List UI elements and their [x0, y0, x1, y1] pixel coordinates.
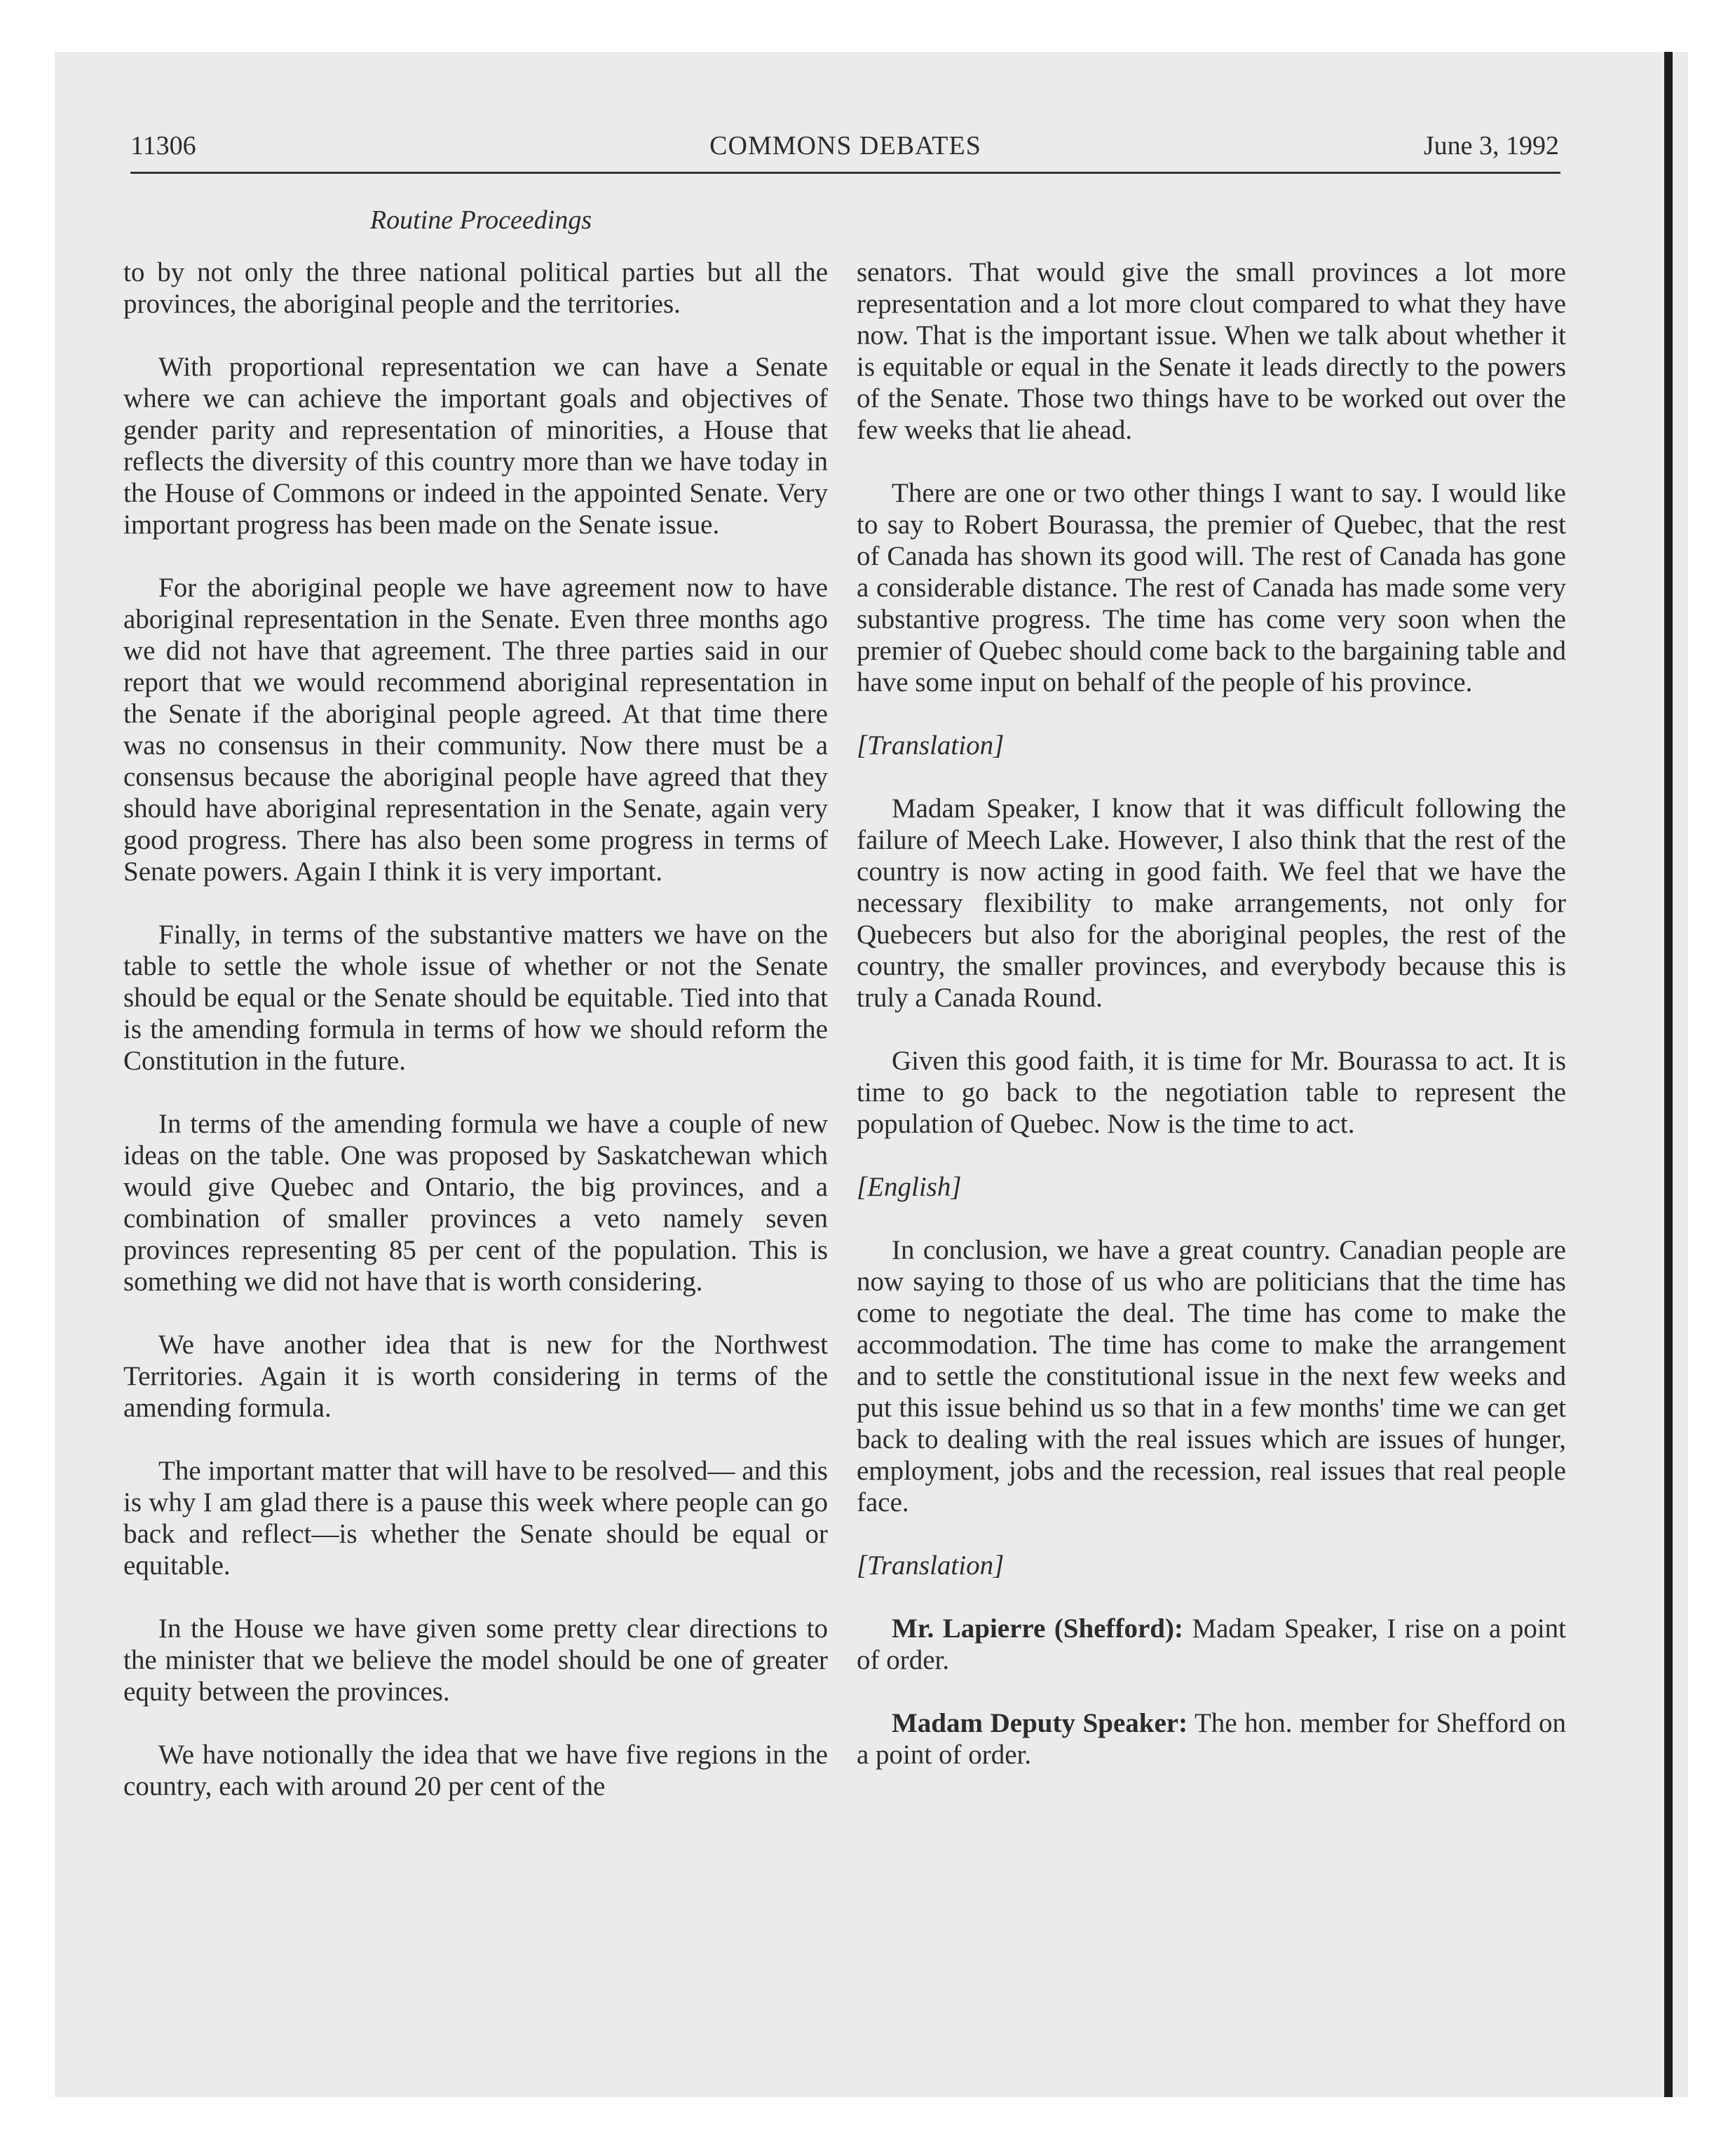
paragraph: In the House we have given some pretty clear directions to the minister that we believe the model should be one of greater equity between the provinces.: [123, 1613, 828, 1707]
publication-title: COMMONS DEBATES: [709, 131, 981, 161]
speech-paragraph: [857, 1707, 1566, 1770]
left-column: [123, 257, 828, 1834]
paragraph: In conclusion, we have a great country. Canadian people are now saying to those of us who are politicians that the time has come to negotiate the deal. The time has come to make the accommodation. The time has come to make the arrangement and to settle the constitutional issue in the next few weeks and put this issue behind us so that in a few months' time we can get back to dealing with the real issues which are issues of hunger, employment, jobs and the recession, real issues that real people face.: [857, 1235, 1566, 1517]
paragraph: Given this good faith, it is time for Mr. Bourassa to act. It is time to go back to the negotiation table to represent the population of Quebec. Now is the time to act.: [857, 1046, 1566, 1139]
speaker-name: Madam Deputy Speaker:: [892, 1708, 1188, 1738]
paragraph: We have another idea that is new for the Northwest Territories. Again it is worth considering in terms of the amending formula.: [123, 1330, 828, 1423]
language-tag: [English]: [857, 1172, 962, 1202]
right-column: [857, 257, 1566, 1802]
publication-date: June 3, 1992: [1423, 131, 1559, 161]
header-rule: [130, 172, 1560, 174]
paragraph: Madam Speaker, I know that it was difficult following the failure of Meech Lake. However, I also think that the rest of the country is now acting in good faith. We feel that we have the necessary flexibility to make arrangements, not only for Quebecers but also for the aboriginal peoples, the rest of the country, the smaller provinces, and everybody because this is truly a Canada Round.: [857, 793, 1566, 1013]
paragraph: We have notionally the idea that we have five regions in the country, each with around 20 per cent of the: [123, 1740, 828, 1801]
language-tag: [Translation]: [857, 730, 1005, 760]
paragraph: senators. That would give the small provinces a lot more representation and a lot more clout compared to what they have now. That is the important issue. When we talk about whether it is equitable or equal in the Senate it leads directly to the powers of the Senate. Those two things have to be worked out over the few weeks that lie ahead.: [857, 257, 1566, 445]
page-edge-shadow: [1664, 52, 1673, 2097]
paragraph: Finally, in terms of the substantive matters we have on the table to settle the whole issue of whether or not the Senate should be equal or the Senate should be equitable. Tied into that is the amending formula in terms of how we should reform the Constitution in the future.: [123, 920, 828, 1076]
section-title: Routine Proceedings: [369, 205, 592, 235]
speech-text: The hon. member for Shefford on a point of order.: [857, 1708, 1566, 1770]
language-tag: [Translation]: [857, 1550, 1005, 1581]
paragraph: In terms of the amending formula we have a couple of new ideas on the table. One was proposed by Saskatchewan which would give Quebec and Ontario, the big provinces, and a combination of smaller provinces a veto namely seven provinces representing 85 per cent of the population. This is something we did not have that is worth considering.: [123, 1109, 828, 1297]
speaker-name: Mr. Lapierre (Shefford):: [892, 1613, 1183, 1644]
paragraph: The important matter that will have to be resolved— and this is why I am glad there is a pause this week where people can go back and reflect—is whether the Senate should be equal or equitable.: [123, 1456, 828, 1581]
speech-text: Madam Speaker, I rise on a point of order.: [857, 1613, 1566, 1675]
speech-paragraph: [857, 1613, 1566, 1676]
paragraph: For the aboriginal people we have agreement now to have aboriginal representation in the Senate. Even three months ago we did not have that agreement. The three parties said in our report that we would recommend aboriginal representation in the Senate if the aboriginal people agreed. At that time there was no consensus in their community. Now there must be a consensus because the aboriginal people have agreed that they should have aboriginal representation in the Senate, again very good progress. There has also been some progress in terms of Senate powers. Again I think it is very important.: [123, 573, 828, 887]
paragraph: There are one or two other things I want to say. I would like to say to Robert Bourassa, the premier of Quebec, that the rest of Canada has shown its good will. The rest of Canada has gone a considerable distance. The rest of Canada has made some very substantive progress. The time has come very soon when the premier of Quebec should come back to the bargaining table and have some input on behalf of the people of his province.: [857, 478, 1566, 697]
page-number: 11306: [130, 131, 196, 161]
paragraph: to by not only the three national political parties but all the provinces, the aboriginal people and the territories.: [123, 257, 828, 319]
paragraph: With proportional representation we can have a Senate where we can achieve the important goals and objectives of gender parity and representation of minorities, a House that reflects the diversity of this country more than we have today in the House of Commons or indeed in the appointed Senate. Very important progress has been made on the Senate issue.: [123, 352, 828, 540]
